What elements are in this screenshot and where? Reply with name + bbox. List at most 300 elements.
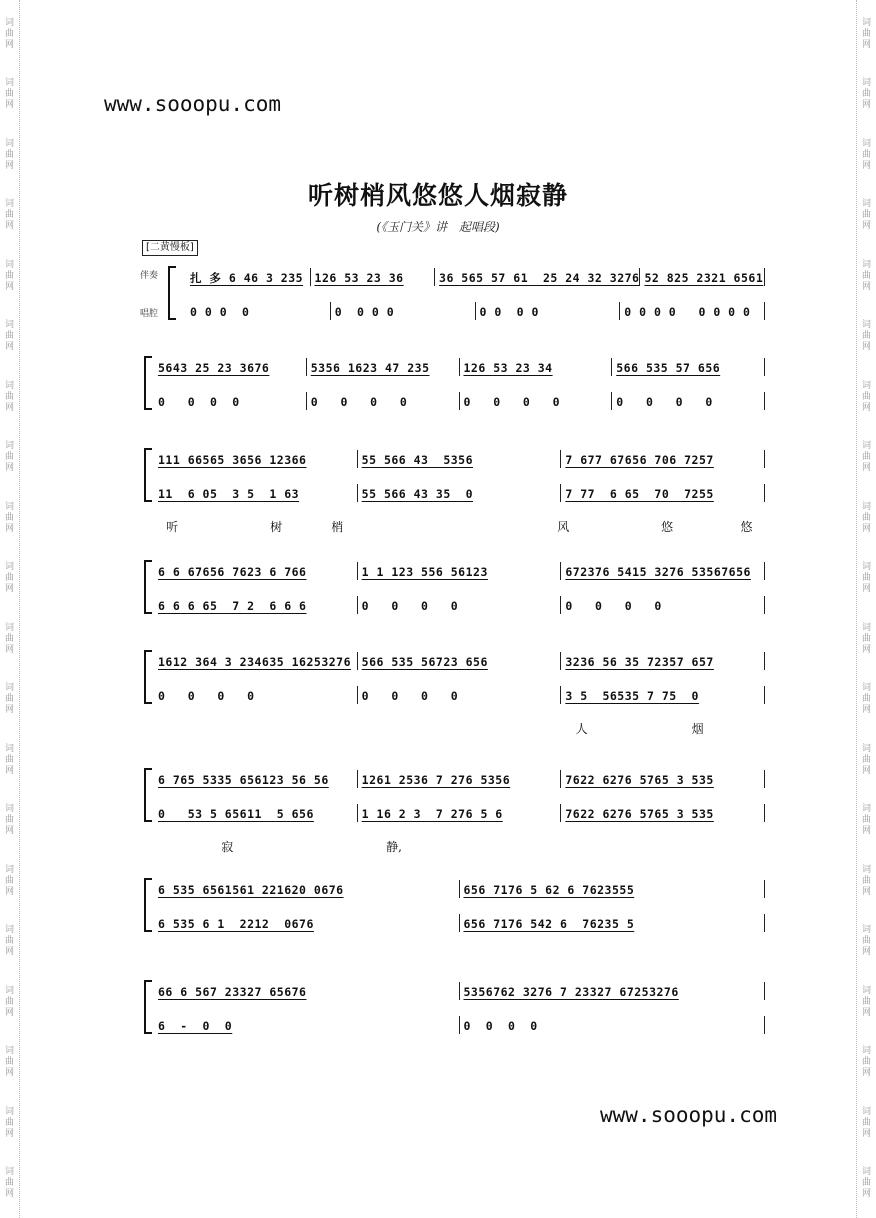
measure bbox=[620, 302, 765, 320]
instrument-staff bbox=[154, 652, 765, 670]
measure bbox=[154, 686, 358, 704]
measure bbox=[358, 652, 562, 670]
watermark-char: 网 bbox=[861, 705, 871, 716]
watermark-char: 曲 bbox=[4, 633, 14, 644]
lyrics-line bbox=[154, 518, 765, 534]
jianpu-notes: 0 0 0 0 bbox=[190, 305, 250, 319]
jianpu-notes: 6 6 67656 7623 6 766 bbox=[158, 565, 307, 579]
voice-staff bbox=[154, 484, 765, 502]
watermark-unit bbox=[862, 78, 871, 111]
watermark-char: 曲 bbox=[861, 391, 871, 402]
watermark-unit bbox=[862, 683, 871, 716]
watermark-unit bbox=[5, 986, 14, 1019]
watermark-char: 词 bbox=[861, 622, 871, 633]
watermark-char: 曲 bbox=[861, 936, 871, 947]
instrument-staff bbox=[154, 358, 765, 376]
watermark-unit bbox=[5, 502, 14, 535]
watermark-char: 曲 bbox=[861, 573, 871, 584]
watermark-unit bbox=[5, 865, 14, 898]
measure bbox=[307, 392, 460, 410]
jianpu-notes: 566 535 57 656 bbox=[616, 361, 721, 375]
watermark-char: 词 bbox=[4, 199, 14, 210]
jianpu-notes: 5356 1623 47 235 bbox=[310, 361, 430, 375]
score-system bbox=[140, 562, 765, 622]
system-bracket bbox=[144, 878, 152, 932]
watermark-char: 网 bbox=[861, 100, 871, 111]
jianpu-notes: 0 0 0 0 bbox=[158, 689, 255, 703]
watermark-char: 曲 bbox=[861, 452, 871, 463]
watermark-char: 曲 bbox=[4, 391, 14, 402]
measure bbox=[154, 804, 358, 822]
watermark-unit bbox=[5, 78, 14, 111]
watermark-unit bbox=[862, 562, 871, 595]
watermark-char: 词 bbox=[861, 380, 871, 391]
jianpu-notes: 0 0 0 0 bbox=[361, 599, 459, 613]
watermark-char: 网 bbox=[861, 281, 871, 292]
watermark-char: 网 bbox=[4, 1068, 14, 1079]
measure bbox=[186, 302, 331, 320]
measure bbox=[154, 880, 460, 898]
watermark-unit bbox=[5, 139, 14, 172]
jianpu-notes: 1 16 2 3 7 276 5 6 bbox=[361, 807, 503, 821]
watermark-unit bbox=[862, 744, 871, 777]
watermark-char: 曲 bbox=[4, 89, 14, 100]
watermark-char: 曲 bbox=[861, 1057, 871, 1068]
measure bbox=[358, 804, 562, 822]
measure bbox=[561, 450, 765, 468]
watermark-char: 词 bbox=[4, 985, 14, 996]
watermark-char: 网 bbox=[861, 1007, 871, 1018]
jianpu-notes: 0 0 0 0 bbox=[361, 689, 459, 703]
jianpu-notes: 0 0 0 0 bbox=[310, 395, 408, 409]
measure bbox=[358, 562, 562, 580]
watermark-unit bbox=[862, 441, 871, 474]
lyric-char: 静, bbox=[386, 840, 402, 854]
watermark-char: 网 bbox=[861, 402, 871, 413]
system-bracket bbox=[144, 980, 152, 1034]
watermark-unit bbox=[862, 260, 871, 293]
watermark-char: 词 bbox=[4, 78, 14, 89]
watermark-char: 网 bbox=[861, 584, 871, 595]
score-system bbox=[140, 268, 765, 328]
jianpu-notes: 55 566 43 35 0 bbox=[361, 487, 474, 501]
measure bbox=[460, 914, 766, 932]
score-system bbox=[140, 358, 765, 418]
watermark-char: 网 bbox=[4, 160, 14, 171]
measure bbox=[358, 450, 562, 468]
system-bracket bbox=[144, 356, 152, 410]
watermark-char: 词 bbox=[861, 17, 871, 28]
measure bbox=[476, 302, 621, 320]
watermark-char: 词 bbox=[861, 804, 871, 815]
jianpu-notes: 6 535 6561561 221620 0676 bbox=[158, 883, 344, 897]
watermark-char: 网 bbox=[4, 1007, 14, 1018]
lyric-char: 人 bbox=[575, 722, 588, 736]
jianpu-notes: 5356762 3276 7 23327 67253276 bbox=[463, 985, 679, 999]
measure bbox=[561, 686, 765, 704]
watermark-unit bbox=[862, 381, 871, 414]
measure bbox=[460, 880, 766, 898]
watermark-char: 词 bbox=[4, 562, 14, 573]
jianpu-notes: 36 565 57 61 25 24 32 3276 bbox=[439, 271, 640, 285]
jianpu-notes: 3236 56 35 72357 657 bbox=[565, 655, 714, 669]
watermark-unit bbox=[862, 1167, 871, 1200]
jianpu-notes: 656 7176 542 6 76235 5 bbox=[463, 917, 635, 931]
watermark-unit bbox=[862, 986, 871, 1019]
watermark-char: 曲 bbox=[861, 512, 871, 523]
watermark-char: 词 bbox=[4, 1046, 14, 1057]
watermark-unit bbox=[5, 1046, 14, 1079]
watermark-char: 词 bbox=[861, 683, 871, 694]
watermark-char: 词 bbox=[4, 138, 14, 149]
watermark-unit bbox=[5, 260, 14, 293]
watermark-char: 网 bbox=[4, 1128, 14, 1139]
watermark-char: 网 bbox=[4, 644, 14, 655]
watermark-char: 曲 bbox=[861, 331, 871, 342]
watermark-char: 词 bbox=[861, 985, 871, 996]
instrument-staff bbox=[154, 880, 765, 898]
jianpu-notes: 111 66565 3656 12366 bbox=[158, 453, 307, 467]
watermark-char: 曲 bbox=[861, 875, 871, 886]
watermark-char: 词 bbox=[4, 1167, 14, 1178]
watermark-unit bbox=[5, 623, 14, 656]
score-system bbox=[140, 982, 765, 1052]
watermark-unit bbox=[5, 683, 14, 716]
jianpu-notes: 6 - 0 0 bbox=[158, 1019, 233, 1033]
watermark-unit bbox=[862, 502, 871, 535]
lyric-char: 寂 bbox=[221, 840, 234, 854]
watermark-char: 曲 bbox=[4, 936, 14, 947]
measure bbox=[561, 484, 765, 502]
measure bbox=[154, 652, 358, 670]
measure bbox=[331, 302, 476, 320]
instrument-staff bbox=[186, 268, 765, 286]
watermark-char: 曲 bbox=[4, 28, 14, 39]
site-url-bottom[interactable]: www.sooopu.com bbox=[600, 1103, 778, 1127]
watermark-char: 词 bbox=[4, 441, 14, 452]
watermark-char: 曲 bbox=[861, 633, 871, 644]
watermark-char: 曲 bbox=[4, 1117, 14, 1128]
tempo-label: [二黄慢板] bbox=[142, 240, 198, 256]
watermark-char: 网 bbox=[861, 886, 871, 897]
jianpu-notes: 3 5 56535 7 75 0 bbox=[565, 689, 699, 703]
watermark-char: 网 bbox=[4, 463, 14, 474]
measure bbox=[154, 914, 460, 932]
jianpu-notes: 0 0 0 0 bbox=[565, 599, 662, 613]
watermark-char: 曲 bbox=[4, 1057, 14, 1068]
watermark-char: 网 bbox=[861, 644, 871, 655]
measure bbox=[612, 358, 765, 376]
watermark-char: 词 bbox=[861, 138, 871, 149]
watermark-char: 曲 bbox=[4, 331, 14, 342]
part-label-voice: 唱腔 bbox=[140, 309, 159, 319]
watermark-char: 曲 bbox=[861, 1117, 871, 1128]
watermark-char: 词 bbox=[4, 683, 14, 694]
watermark-char: 词 bbox=[4, 259, 14, 270]
jianpu-notes: 0 0 0 0 bbox=[463, 395, 561, 409]
watermark-char: 词 bbox=[4, 804, 14, 815]
watermark-unit bbox=[862, 623, 871, 656]
watermark-char: 网 bbox=[861, 221, 871, 232]
watermark-char: 曲 bbox=[4, 815, 14, 826]
watermark-char: 网 bbox=[861, 765, 871, 776]
jianpu-notes: 566 535 56723 656 bbox=[361, 655, 488, 669]
score-system bbox=[140, 880, 765, 950]
watermark-char: 网 bbox=[861, 39, 871, 50]
jianpu-notes: 0 0 0 0 bbox=[479, 305, 539, 319]
measure bbox=[358, 596, 562, 614]
watermark-unit bbox=[5, 381, 14, 414]
jianpu-notes: 0 0 0 0 bbox=[334, 305, 395, 319]
watermark-unit bbox=[5, 562, 14, 595]
jianpu-notes: 1261 2536 7 276 5356 bbox=[361, 773, 511, 787]
lyric-char: 悠 bbox=[661, 520, 674, 534]
voice-staff bbox=[154, 392, 765, 410]
watermark-char: 曲 bbox=[4, 270, 14, 281]
watermark-char: 词 bbox=[861, 562, 871, 573]
measure bbox=[311, 268, 436, 286]
watermark-char: 网 bbox=[4, 523, 14, 534]
measure bbox=[154, 596, 358, 614]
watermark-char: 网 bbox=[861, 160, 871, 171]
watermark-char: 曲 bbox=[861, 270, 871, 281]
jianpu-notes: 7622 6276 5765 3 535 bbox=[565, 773, 714, 787]
jianpu-notes: 0 0 0 0 bbox=[616, 395, 713, 409]
jianpu-notes: 11 6 05 3 5 1 63 bbox=[158, 487, 300, 501]
watermark-unit bbox=[862, 865, 871, 898]
subtitle: (《玉门关》讲 起唱段) bbox=[376, 220, 500, 234]
lyric-char: 风 bbox=[557, 520, 570, 534]
watermark-unit bbox=[5, 925, 14, 958]
measure bbox=[460, 392, 613, 410]
score-system bbox=[140, 450, 765, 540]
watermark-char: 曲 bbox=[4, 573, 14, 584]
score-system bbox=[140, 652, 765, 742]
watermark-char: 网 bbox=[4, 826, 14, 837]
watermark-char: 词 bbox=[861, 743, 871, 754]
jianpu-notes: 126 53 23 34 bbox=[463, 361, 553, 375]
watermark-char: 网 bbox=[4, 584, 14, 595]
jianpu-notes: 656 7176 5 62 6 7623555 bbox=[463, 883, 635, 897]
watermark-unit bbox=[5, 441, 14, 474]
page-title: 听树梢风悠悠人烟寂静 bbox=[307, 181, 568, 210]
watermark-char: 网 bbox=[861, 947, 871, 958]
voice-staff bbox=[154, 596, 765, 614]
watermark-char: 词 bbox=[861, 501, 871, 512]
watermark-char: 网 bbox=[861, 523, 871, 534]
watermark-char: 网 bbox=[861, 463, 871, 474]
jianpu-notes: 0 0 0 0 bbox=[158, 395, 240, 409]
voice-staff bbox=[186, 302, 765, 320]
watermark-char: 网 bbox=[861, 1189, 871, 1200]
watermark-char: 曲 bbox=[4, 512, 14, 523]
watermark-unit bbox=[5, 744, 14, 777]
watermark-unit bbox=[5, 18, 14, 51]
lyric-char: 树 bbox=[270, 520, 283, 534]
measure bbox=[154, 484, 358, 502]
watermark-char: 网 bbox=[4, 886, 14, 897]
watermark-char: 曲 bbox=[861, 694, 871, 705]
watermark-char: 网 bbox=[4, 221, 14, 232]
jianpu-notes: 0 0 0 0 bbox=[463, 1019, 538, 1033]
measure bbox=[561, 804, 765, 822]
watermark-char: 曲 bbox=[4, 996, 14, 1007]
watermark-char: 词 bbox=[861, 1046, 871, 1057]
measure bbox=[358, 770, 562, 788]
system-bracket bbox=[144, 650, 152, 704]
measure bbox=[154, 562, 358, 580]
watermark-char: 曲 bbox=[4, 875, 14, 886]
watermark-char: 词 bbox=[4, 380, 14, 391]
instrument-staff bbox=[154, 770, 765, 788]
measure bbox=[307, 358, 460, 376]
instrument-staff bbox=[154, 562, 765, 580]
lyrics-line bbox=[154, 838, 765, 854]
measure bbox=[460, 358, 613, 376]
watermark-char: 曲 bbox=[4, 1178, 14, 1189]
part-label-instrument: 伴奏 bbox=[140, 271, 159, 281]
measure bbox=[186, 268, 311, 286]
jianpu-notes: 0 53 5 65611 5 656 bbox=[158, 807, 314, 821]
watermark-char: 网 bbox=[4, 765, 14, 776]
jianpu-notes: 7622 6276 5765 3 535 bbox=[565, 807, 714, 821]
measure bbox=[358, 484, 562, 502]
watermark-char: 网 bbox=[4, 342, 14, 353]
watermark-char: 曲 bbox=[861, 210, 871, 221]
watermark-unit bbox=[862, 139, 871, 172]
watermark-unit bbox=[862, 1046, 871, 1079]
voice-staff bbox=[154, 686, 765, 704]
measure bbox=[460, 982, 766, 1000]
jianpu-notes: 672376 5415 3276 53567656 bbox=[565, 565, 751, 579]
watermark-char: 网 bbox=[4, 39, 14, 50]
measure bbox=[154, 392, 307, 410]
watermark-char: 曲 bbox=[4, 149, 14, 160]
watermark-char: 曲 bbox=[861, 89, 871, 100]
measure bbox=[358, 686, 562, 704]
lyric-char: 梢 bbox=[331, 520, 344, 534]
jianpu-notes: 7 677 67656 706 7257 bbox=[565, 453, 714, 467]
watermark-unit bbox=[862, 1107, 871, 1140]
voice-staff bbox=[154, 804, 765, 822]
jianpu-notes: 7 77 6 65 70 7255 bbox=[565, 487, 714, 501]
jianpu-notes: 52 825 2321 6561 bbox=[644, 271, 764, 285]
watermark-unit bbox=[5, 804, 14, 837]
voice-staff bbox=[154, 1016, 765, 1034]
watermark-char: 网 bbox=[4, 1189, 14, 1200]
system-bracket bbox=[144, 560, 152, 614]
measure bbox=[561, 652, 765, 670]
watermark-char: 曲 bbox=[4, 694, 14, 705]
watermark-char: 网 bbox=[4, 947, 14, 958]
watermark-char: 网 bbox=[861, 1068, 871, 1079]
watermark-char: 网 bbox=[4, 100, 14, 111]
watermark-char: 网 bbox=[4, 281, 14, 292]
watermark-char: 曲 bbox=[861, 754, 871, 765]
watermark-char: 词 bbox=[4, 925, 14, 936]
measure bbox=[460, 1016, 766, 1034]
watermark-unit bbox=[862, 804, 871, 837]
system-bracket bbox=[144, 768, 152, 822]
system-bracket bbox=[144, 448, 152, 502]
watermark-char: 曲 bbox=[861, 1178, 871, 1189]
lyric-char: 听 bbox=[166, 520, 179, 534]
jianpu-notes: 0 0 0 0 0 0 0 0 bbox=[624, 305, 751, 319]
watermark-char: 网 bbox=[4, 705, 14, 716]
watermark-char: 词 bbox=[861, 1106, 871, 1117]
measure bbox=[154, 770, 358, 788]
watermark-char: 词 bbox=[4, 622, 14, 633]
watermark-char: 曲 bbox=[4, 452, 14, 463]
watermark-char: 曲 bbox=[861, 996, 871, 1007]
lyrics-line bbox=[154, 720, 765, 736]
measure bbox=[561, 596, 765, 614]
jianpu-notes: 6 6 6 65 7 2 6 6 6 bbox=[158, 599, 307, 613]
watermark-unit bbox=[5, 1107, 14, 1140]
watermark-char: 网 bbox=[4, 402, 14, 413]
watermark-char: 网 bbox=[861, 826, 871, 837]
watermark-char: 词 bbox=[861, 320, 871, 331]
lyric-char: 悠 bbox=[740, 520, 753, 534]
jianpu-notes: 5643 25 23 3676 bbox=[158, 361, 270, 375]
voice-staff bbox=[154, 914, 765, 932]
instrument-staff bbox=[154, 982, 765, 1000]
watermark-unit bbox=[862, 320, 871, 353]
system-bracket bbox=[168, 266, 176, 320]
measure bbox=[435, 268, 640, 286]
watermark-char: 词 bbox=[861, 199, 871, 210]
jianpu-notes: 1612 364 3 234635 16253276 bbox=[158, 655, 352, 669]
watermark-char: 词 bbox=[4, 1106, 14, 1117]
watermark-char: 词 bbox=[861, 441, 871, 452]
watermark-char: 词 bbox=[861, 864, 871, 875]
site-url-top[interactable]: www.sooopu.com bbox=[104, 92, 282, 116]
watermark-char: 曲 bbox=[861, 149, 871, 160]
watermark-char: 曲 bbox=[4, 754, 14, 765]
watermark-char: 词 bbox=[861, 78, 871, 89]
watermark-unit bbox=[5, 1167, 14, 1200]
measure bbox=[154, 1016, 460, 1034]
watermark-char: 词 bbox=[4, 501, 14, 512]
watermark-unit bbox=[862, 18, 871, 51]
measure bbox=[561, 770, 765, 788]
watermark-char: 网 bbox=[861, 1128, 871, 1139]
measure bbox=[612, 392, 765, 410]
instrument-staff bbox=[154, 450, 765, 468]
watermark-char: 词 bbox=[861, 925, 871, 936]
measure bbox=[561, 562, 765, 580]
jianpu-notes: 扎 多 6 46 3 235 bbox=[190, 271, 304, 285]
watermark-char: 词 bbox=[4, 743, 14, 754]
jianpu-notes: 55 566 43 5356 bbox=[361, 453, 474, 467]
watermark-unit bbox=[5, 320, 14, 353]
measure bbox=[154, 358, 307, 376]
jianpu-notes: 1 1 123 556 56123 bbox=[361, 565, 488, 579]
measure bbox=[154, 450, 358, 468]
watermark-char: 网 bbox=[861, 342, 871, 353]
watermark-char: 词 bbox=[4, 864, 14, 875]
watermark-unit bbox=[862, 925, 871, 958]
watermark-char: 曲 bbox=[4, 210, 14, 221]
measure bbox=[154, 982, 460, 1000]
watermark-char: 词 bbox=[861, 259, 871, 270]
measure bbox=[640, 268, 765, 286]
watermark-char: 曲 bbox=[861, 28, 871, 39]
watermark-char: 词 bbox=[861, 1167, 871, 1178]
jianpu-notes: 66 6 567 23327 65676 bbox=[158, 985, 307, 999]
watermark-char: 词 bbox=[4, 320, 14, 331]
lyric-char: 烟 bbox=[691, 722, 704, 736]
